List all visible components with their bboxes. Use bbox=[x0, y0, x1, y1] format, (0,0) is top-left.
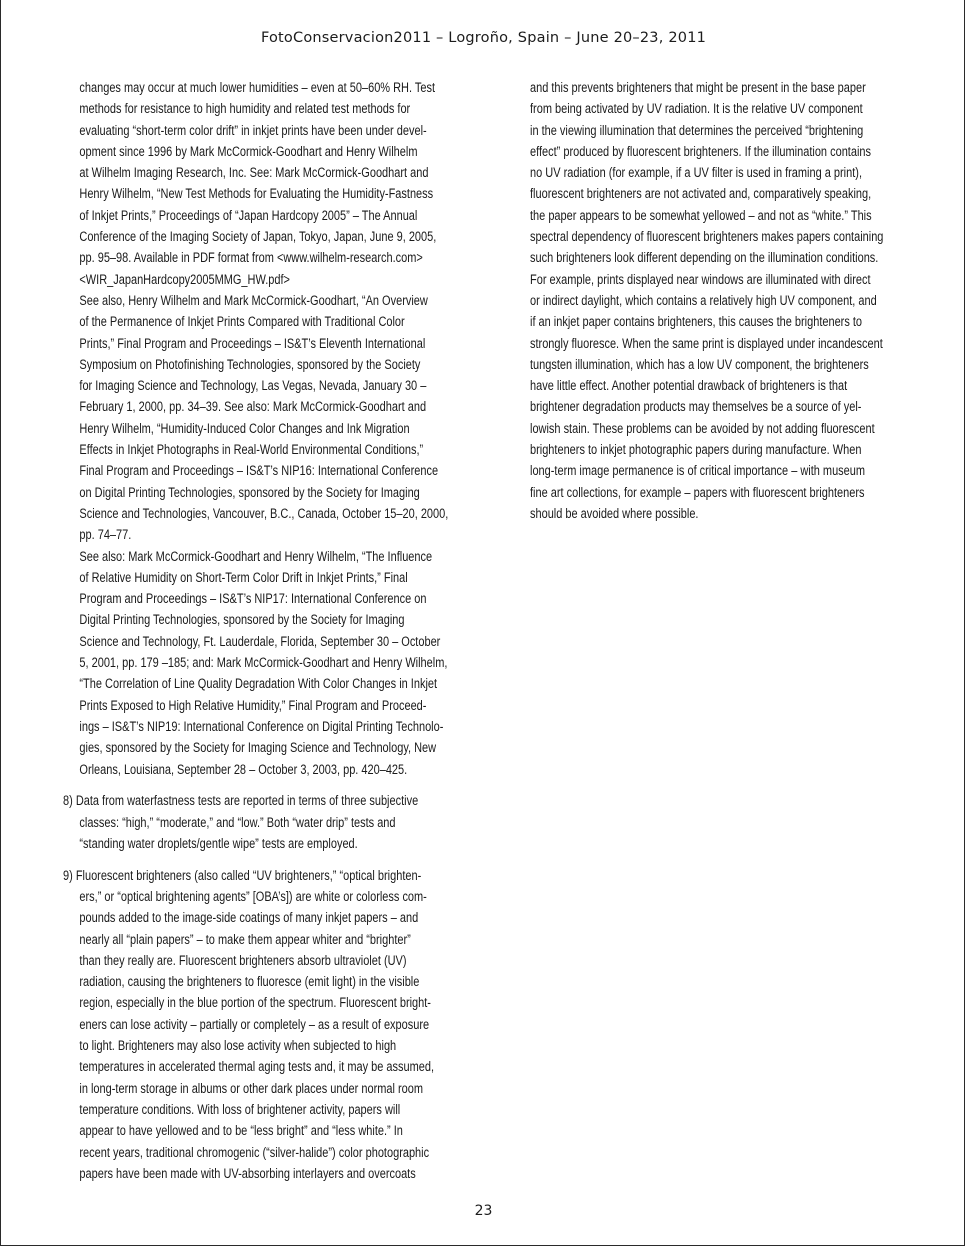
page-number: 23 bbox=[474, 1203, 493, 1219]
text-line: nearly all “plain papers” – to make them appear whiter and “brighter” bbox=[79, 931, 411, 947]
text-line: effect” produced by fluorescent brighteners. If the illumination contains bbox=[530, 143, 871, 159]
text-line: Effects in Inkjet Photographs in Real-World Environmental Conditions,” bbox=[79, 442, 424, 458]
text-line: evaluating “short-term color drift” in inkjet prints have been under devel- bbox=[79, 122, 427, 138]
text-line: Program and Proceedings – IS&T’s NIP17: International Conference on bbox=[79, 591, 427, 607]
text-line: See also: Mark McCormick-Goodhart and Henry Wilhelm, “The Influence bbox=[79, 548, 433, 564]
text-line: no UV radiation (for example, if a UV filter is used in framing a print), bbox=[530, 165, 862, 181]
text-line: “standing water droplets/gentle wipe” tests are employed. bbox=[79, 835, 358, 851]
text-line: fine art collections, for example – papers with fluorescent brighteners bbox=[530, 484, 865, 500]
text-line: Symposium on Photofinishing Technologies, sponsored by the Society bbox=[79, 356, 421, 372]
text-line: than they really are. Fluorescent brighteners absorb ultraviolet (UV) bbox=[79, 952, 407, 968]
text-line: gies, sponsored by the Society for Imaging Science and Technology, New bbox=[79, 740, 437, 756]
text-line: Science and Technology, Ft. Lauderdale, Florida, September 30 – October bbox=[79, 633, 441, 649]
text-line: lowish stain. These problems can be avoided by not adding fluorescent bbox=[530, 420, 875, 436]
text-line: if an inkjet paper contains brighteners, this causes the brighteners to bbox=[530, 314, 863, 330]
text-line: classes: “high,” “moderate,” and “low.” Both “water drip” tests and bbox=[79, 814, 396, 830]
text-line: “The Correlation of Line Quality Degradation With Color Changes in Inkjet bbox=[79, 676, 438, 692]
text-line: or indirect daylight, which contains a relatively high UV component, and bbox=[530, 292, 877, 308]
text-line: radiation, causing the brighteners to fluoresce (emit light) in the visible bbox=[79, 974, 420, 990]
text-line: brighteners to inkjet photographic papers during manufacture. When bbox=[530, 442, 862, 458]
text-line: methods for resistance to high humidity and related test methods for bbox=[79, 101, 411, 117]
text-line: eners can lose activity – partially or completely – as a result of exposure bbox=[79, 1016, 430, 1032]
text-line: 5, 2001, pp. 179 –185; and: Mark McCormick-Goodhart and Henry Wilhelm, bbox=[79, 655, 448, 671]
text-line: changes may occur at much lower humidities – even at 50–60% RH. Test bbox=[79, 80, 436, 95]
text-line: ings – IS&T’s NIP19: International Conference on Digital Printing Technolo- bbox=[79, 718, 444, 734]
text-line: of Inkjet Prints,” Proceedings of “Japan Hardcopy 2005” – The Annual bbox=[79, 207, 418, 223]
text-line: temperature conditions. With loss of brightener activity, papers will bbox=[79, 1101, 401, 1117]
text-line: to light. Brighteners may also lose activity when subjected to high bbox=[79, 1038, 397, 1054]
text-line: brightener degradation products may themselves be a source of yel- bbox=[530, 399, 862, 415]
text-line: fluorescent brighteners are not activated and, comparatively speaking, bbox=[530, 186, 872, 202]
text-line: Digital Printing Technologies, sponsored by the Society for Imaging bbox=[79, 612, 405, 628]
text-line: on Digital Printing Technologies, sponsored by the Society for Imaging bbox=[79, 484, 420, 500]
text-line: Prints,” Final Program and Proceedings – IS&T’s Eleventh International bbox=[79, 335, 426, 351]
text-line: such brighteners look different depending on the illumination conditions. bbox=[530, 250, 879, 266]
running-header: FotoConservacion2011 – Logroño, Spain – June 20–23, 2011 bbox=[260, 30, 707, 46]
text-line: For example, prints displayed near windows are illuminated with direct bbox=[530, 271, 871, 287]
text-line: See also, Henry Wilhelm and Mark McCormick-Goodhart, “An Overview bbox=[79, 292, 428, 308]
text-line: Henry Wilhelm, “Humidity-Induced Color Changes and Ink Migration bbox=[79, 420, 410, 436]
text-line: should be avoided where possible. bbox=[530, 505, 699, 521]
text-line: recent years, traditional chromogenic (“silver-halide”) color photographic bbox=[79, 1144, 430, 1160]
text-line: 9) Fluorescent brighteners (also called “UV brighteners,” “optical brighten- bbox=[63, 867, 422, 883]
text-line: the paper appears to be somewhat yellowed – and not as “white.” This bbox=[530, 207, 872, 223]
text-line: Orleans, Louisiana, September 28 – October 3, 2003, pp. 420–425. bbox=[79, 761, 408, 777]
footnote-9-continued bbox=[530, 77, 903, 524]
text-line: pp. 95–98. Available in PDF format from <www.wilhelm-research.com> bbox=[79, 250, 423, 266]
text-line: in long-term storage in albums or other dark places under normal room bbox=[79, 1080, 424, 1096]
text-line: Henry Wilhelm, “New Test Methods for Evaluating the Humidity-Fastness bbox=[79, 186, 434, 202]
footnote-9 bbox=[63, 865, 448, 1184]
text-line: for Imaging Science and Technology, Las Vegas, Nevada, January 30 – bbox=[79, 378, 427, 394]
left-column bbox=[63, 77, 448, 1184]
text-line: pp. 74–77. bbox=[79, 527, 132, 543]
text-line: <WIR_JapanHardcopy2005MMG_HW.pdf> bbox=[79, 271, 290, 287]
text-line: and this prevents brighteners that might be present in the base paper bbox=[530, 80, 866, 95]
text-line: have little effect. Another potential drawback of brighteners is that bbox=[530, 378, 848, 394]
text-line: region, especially in the blue portion of the spectrum. Fluorescent bright- bbox=[79, 995, 431, 1011]
text-line: of Relative Humidity on Short-Term Color Drift in Inkjet Prints,” Final bbox=[79, 569, 408, 585]
text-line: Conference of the Imaging Society of Japan, Tokyo, Japan, June 9, 2005, bbox=[79, 229, 437, 245]
text-line: strongly fluoresce. When the same print is displayed under incandescent bbox=[530, 335, 883, 351]
text-line: from being activated by UV radiation. It is the relative UV component bbox=[530, 101, 863, 117]
text-line: spectral dependency of fluorescent brighteners makes papers containing bbox=[530, 229, 884, 245]
text-line: of the Permanence of Inkjet Prints Compared with Traditional Color bbox=[79, 314, 405, 330]
text-line: appear to have yellowed and to be “less bright” and “less white.” In bbox=[79, 1123, 403, 1139]
text-line: tungsten illumination, which has a low UV component, the brighteners bbox=[530, 356, 869, 372]
text-line: in the viewing illumination that determines the perceived “brightening bbox=[530, 122, 864, 138]
text-line: 8) Data from waterfastness tests are reported in terms of three subjective bbox=[63, 793, 419, 809]
text-line: Final Program and Proceedings – IS&T’s NIP16: International Conference bbox=[79, 463, 439, 479]
text-line: papers have been made with UV-absorbing interlayers and overcoats bbox=[79, 1165, 416, 1181]
footnote-8 bbox=[63, 790, 448, 854]
text-line: long-term image permanence is of critical importance – with museum bbox=[530, 463, 866, 479]
text-line: Prints Exposed to High Relative Humidity,” Final Program and Proceed- bbox=[79, 697, 427, 713]
text-line: ers,” or “optical brightening agents” [OBA’s]) are white or colorless com- bbox=[79, 888, 427, 904]
right-column bbox=[530, 77, 903, 524]
text-line: pounds added to the image-side coatings of many inkjet papers – and bbox=[79, 910, 419, 926]
text-line: February 1, 2000, pp. 34–39. See also: Mark McCormick-Goodhart and bbox=[79, 399, 427, 415]
text-line: opment since 1996 by Mark McCormick-Goodhart and Henry Wilhelm bbox=[79, 143, 418, 159]
text-line: Science and Technologies, Vancouver, B.C., Canada, October 15–20, 2000, bbox=[79, 505, 449, 521]
footnote-7-continued bbox=[63, 77, 448, 780]
text-line: at Wilhelm Imaging Research, Inc. See: Mark McCormick-Goodhart and bbox=[79, 165, 429, 181]
text-line: temperatures in accelerated thermal aging tests and, it may be assumed, bbox=[79, 1059, 435, 1075]
